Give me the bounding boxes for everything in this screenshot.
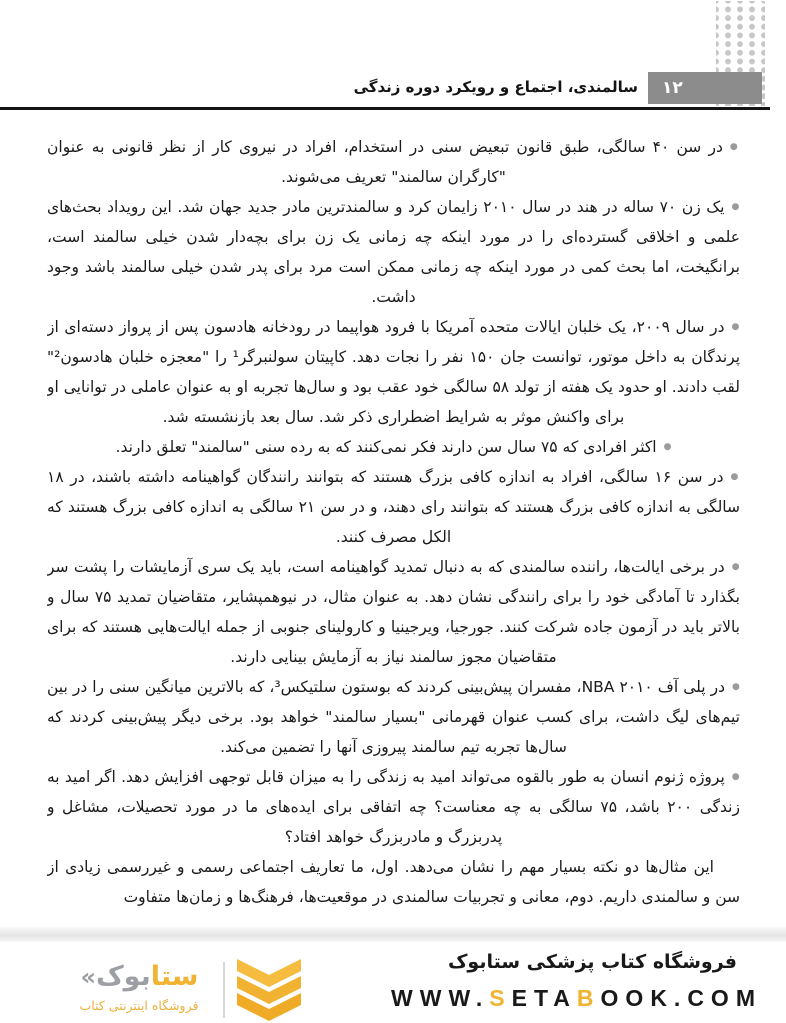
- chevron-emblem-icon: [237, 959, 301, 1021]
- logo-tagline: فروشگاه اینترنتی کتاب: [79, 998, 199, 1013]
- logo-divider: [223, 962, 225, 1018]
- bullet-paragraph-1: ● در سن ۴۰ سالگی، طبق قانون تبعیض سنی در استخدام، افراد در نیروی کار از نظر قانونی به عنوان "کارگران سالمند" تعریف می‌شوند.: [47, 132, 740, 192]
- store-name: فروشگاه کتاب پزشکی ستابوک: [447, 951, 737, 973]
- url-part: OOK.COM: [600, 985, 762, 1011]
- closing-paragraph: این مثال‌ها دو نکته بسیار مهم را نشان می‌دهد. اول، ما تعاریف اجتماعی رسمی و غیررسمی زیادی از سن و سالمندی داریم. دوم، معانی و تجربیات سالمندی در موقعیت‌ها، فرهنگ‌ها و زمان‌ها متفاوت: [47, 858, 740, 906]
- page-body: [47, 132, 740, 931]
- store-url: [391, 985, 762, 1012]
- bullet-paragraph-8: ● پروژه ژنوم انسان به طور بالقوه می‌تواند امید به زندگی را به میزان قابل توجهی افزایش دهد. اگر امید به زندگی ۲۰۰ باشد، ۷۵ سالگی به چه معناست؟ چه اتفاقی برای ایده‌های ما در مورد تحصیلات، مشاغل و پدربزرگ و مادربزرگ خواهد افتاد؟: [47, 762, 740, 852]
- wordmark-gray-part: بوک: [96, 961, 151, 992]
- chapter-title: سالمندی، اجتماع و رویکرد دوره زندگی: [353, 78, 638, 96]
- url-part: ETA: [511, 985, 577, 1011]
- page-number-box: [648, 72, 762, 104]
- bullet-paragraph-7: ● در پلی آف ۲۰۱۰ NBA، مفسران پیش‌بینی کردند که بوستون سلتیکس³، که بالاترین میانگین سنی را در بین تیم‌های لیگ داشت، برای کسب عنوان قهرمانی "بسیار سالمند" خواهد بود. برخی دیگر پیش‌بینی کردند که سال‌ها تجربه تیم سالمند پیروزی آنها را تضمین می‌کند.: [47, 672, 740, 762]
- wordmark-gold-part: ستا: [150, 961, 199, 992]
- url-part-gold-s: S: [489, 985, 512, 1011]
- bullet-paragraph-5: ● در سن ۱۶ سالگی، افراد به اندازه کافی بزرگ هستند که بتوانند رانندگان گواهینامه داشته باشند، در ۱۸ سالگی به اندازه کافی بزرگ هستند که بتوانند رای دهند، و در سن ۲۱ سالگی به اندازه کافی بزرگ هستند که الکل مصرف کنند.: [47, 462, 740, 552]
- header-rule: [0, 107, 770, 110]
- bullet-paragraph-6: ● در برخی ایالت‌ها، راننده سالمندی که به دنبال تمدید گواهینامه است، باید یک سری آزمایشات را پشت سر بگذارد تا آمادگی خود را برای رانندگی نشان دهد. به عنوان مثال، در نیوهمپشایر، متقاضیان تمدید ۷۵ سال و بالاتر باید در آزمون جاده شرکت کنند. جورجیا، ویرجینیا و کارولینای جنوبی از جمله ایالت‌هایی هستند که برای متقاضیان مجوز سالمند نیاز به آزمایش بینایی دارند.: [47, 552, 740, 672]
- bullet-paragraph-2: ● یک زن ۷۰ ساله در هند در سال ۲۰۱۰ زایمان کرد و سالمندترین مادر جدید جهان شد. این رویداد بحث‌های علمی و اخلاقی گسترده‌ای را در مورد اینکه چه زمانی یک زن برای بچه‌دار شدن خیلی سالمند است، برانگیخت، اما بحث کمی در مورد اینکه چه زمانی ممکن است مرد برای پدر شدن خیلی سالمند باشد وجود داشت.: [47, 192, 740, 312]
- wordmark-guillemet: «: [80, 963, 97, 991]
- url-part: WWW.: [391, 985, 490, 1011]
- page-bottom-shade: [0, 927, 786, 942]
- bullet-paragraph-3: ● در سال ۲۰۰۹، یک خلبان ایالات متحده آمریکا با فرود هواپیما در رودخانه هادسون پس از پرواز دسته‌ای از پرندگان به داخل موتور، توانست جان ۱۵۰ نفر را نجات دهد. کاپیتان سولنبرگر¹ را "معجزه خلبان هادسون²" لقب دادند. او حدود یک هفته از تولد ۵۸ سالگی خود عقب بود و سال‌ها تجربه او به عنوان عاملی در توانایی او برای واکنش موثر به شرایط اضطراری ذکر شد. سال بعد بازنشسته شد.: [47, 312, 740, 432]
- setabook-wordmark: [58, 960, 220, 994]
- bullet-paragraph-4: ● اکثر افرادی که ۷۵ سال سن دارند فکر نمی‌کنند که به رده سنی "سالمند" تعلق دارند.: [47, 432, 740, 462]
- page-number: ۱۲: [662, 78, 683, 98]
- url-part-gold-b: B: [576, 985, 601, 1011]
